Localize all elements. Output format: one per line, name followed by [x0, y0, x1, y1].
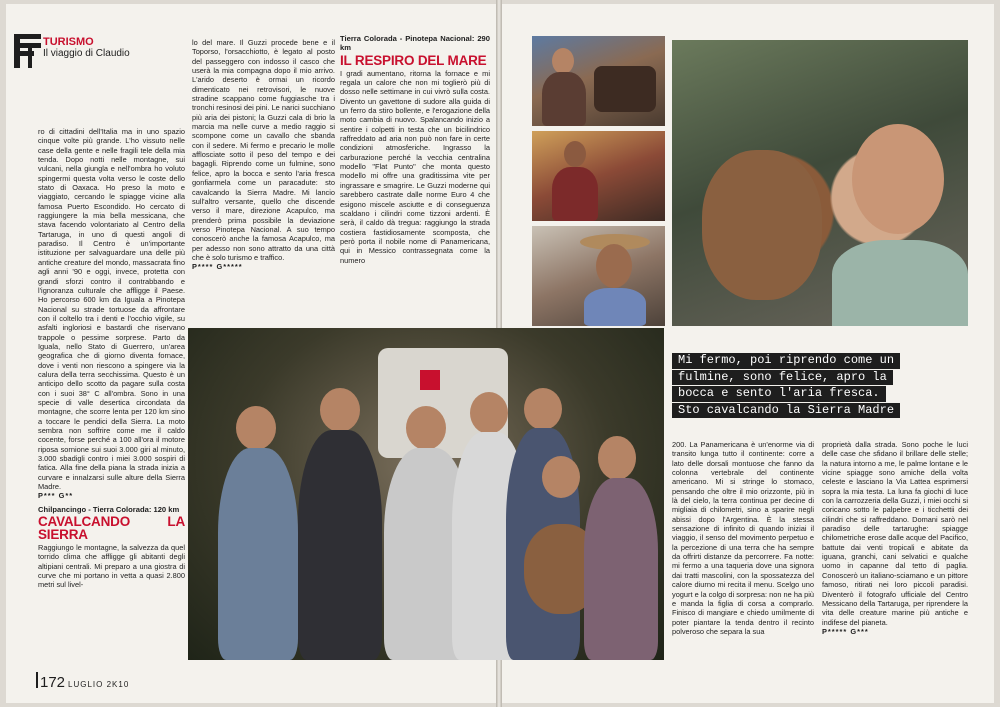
pull-quote-line: Sto cavalcando la Sierra Madre [672, 403, 900, 419]
route-label: Tierra Colorada - Pinotepa Nacional: 290 km [340, 34, 490, 53]
issue-date: LUGLIO 2K10 [68, 680, 130, 689]
author-signature: P**** G***** [192, 262, 243, 272]
article-text: proprietà dalla strada. Sono poche le luci delle case che sfidano il brillare delle stelle; la natura intorno a me, le palme lontane e le vicine spiagge sono amiche della volta celeste e lasciano la Via Lattea esprimersi sopra la mia testa. La luna fa giochi di luce con la carrozzeria della Guzzi, i miei occhi si coricano sotto le palpebre e i ticchettii dei cilindri che si raffreddano. Domani sarò nel paradiso delle tartarughe: spiagge chilometriche erose dalle acque del Pacifico, battute dai venti tropicali e abitate da iguana, granchi, cani selvatici e qualche uomo in capanne dal tetto di paglia. Conoscerò un italiano-sciamano e un pittore famoso, ritirati nei loro piccoli paradisi. Diventerò il fotografo ufficiale del Centro Messicano della Tartaruga, per riprendere la vita delle creature marine più antiche e indifese del pianeta. [822, 440, 968, 627]
magazine-logo [14, 34, 41, 68]
section-subtitle: Il viaggio di Claudio [43, 48, 130, 59]
page-number: 172 [40, 674, 66, 691]
pull-quote-line: fulmine, sono felice, apro la [672, 370, 893, 386]
article-text: Raggiungo le montagne, la salvezza da quel torrido clima che affligge gli abitanti degli altipiani centrali. Mi preparo a una giostra di curve che mi portano in vetta a quasi 2.800 metri sul livel- [38, 543, 185, 590]
article-column-2 [192, 38, 335, 328]
route-label: Chilpancingo - Tierra Colorada: 120 km [38, 504, 180, 514]
photo-woman-cooking [532, 36, 665, 126]
author-signature: P*** G** [38, 491, 74, 501]
section-headline: CAVALCANDO LA SIERRA [38, 514, 185, 543]
article-column-1 [38, 127, 185, 672]
folio-rule [36, 672, 38, 688]
article-column-4 [672, 440, 814, 700]
page-folio [40, 674, 129, 691]
article-column-5 [822, 440, 968, 700]
section-name: TURISMO [43, 36, 94, 48]
photo-red-cross-group [188, 328, 664, 660]
pull-quote-line: Mi fermo, poi riprendo come un [672, 353, 900, 369]
section-headline: IL RESPIRO DEL MARE [340, 52, 487, 68]
author-signature: P***** G*** [822, 626, 869, 636]
pull-quote [672, 353, 968, 419]
pull-quote-line: bocca e sento l'aria fresca. [672, 386, 886, 402]
article-text: lo del mare. Il Guzzi procede bene e il Toporso, l'orsacchiotto, è legato al posto del passeggero con indosso il casco che userà la mia compagna dopo il mio arrivo. L'arido deserto è ormai un ricordo dimenticato nei retrovisori, le nuove stradine scappano come fuggiasche tra i tronchi resinosi dei pini. Le narici succhiano più aria dei pistoni; la Guzzi cala di brio la marcia ma nelle curve a medio raggio si scompone come un cavallo che sbanda con il sedere. Mi fermo e precario le molle afflosciate sotto il peso del tempo e dei bagagli. Riprendo come un fulmine, sono felice, apro la bocca e sento l'aria fresca gonfiarmela come un paracadute: sto cavalcando la Sierra Madre. Mi lancio sull'altro versante, quello che discende verso il mare, direzione Acapulco, ma prenderò prima possibile la deviazione verso Pinotepa Nacional. A suo tempo conoscerò anche la famosa Acapulco, ma per adesso non sono attratto da una città che è solo turismo e traffico. [192, 38, 335, 262]
article-text: ro di cittadini dell'Italia ma in uno spazio cinque volte più grande. L'ho vissuto nelle case della gente e nelle fragili tele della mia tenda. Dopo notti nelle montagne, sui vulcani, nella giungla e nell'ombra ho voluto spingermi questa volta verso le coste dello stato di Oaxaca. Ho preso la moto e viaggiato, cercando le spiagge vicine alla famosa Puerto Escondido. Ho cercato di raggiungere la mia bella messicana, che stava facendo volontariato al Centro della Tartaruga, in uno di questi angoli di paradiso. Il Centro è un'importante istituzione per salvaguardare una delle più antiche creature del mondo, massacrata fino agli anni '90 e oggi, invece, protetta con grandi sforzi contro il contrabbando e l'ignoranza culturale che affligge il Paese. Ho percorso 600 km da Iguala a Pinotepa Nacional su strade tortuose da affrontare con il coltello tra i denti e l'occhio vigile, su asfalti ingloriosi e bastardi che riservano trappole o pessime sorprese. Parto da Iguala, nello Stato di Guerrero, un'area geografica che di giorno diventa fornace, dove i venti non riescono a spingere via la calura della terra secchissima. Questo è un anticipo dello scotto da pagare sulla costa con i suoi 38° C all'ombra. Sono in una specie di valle desertica circondata da montagne, che scorre lenta per 120 km sino a toccare le pendici della Sierra. La moto sembra non soffrire come me il caldo cocente, forse perché a 100 all'ora il motore riposa sornione sui suoi 3.000 giri al minuto, 3.000 sbadigli contro i miei 3.000 sospiri di fatica. Alla fine della piana la strada inizia a curvare e innalzarsi sulle alture della Sierra Madre. [38, 127, 185, 492]
article-text: 200. La Panamericana è un'enorme via di transito lunga tutto il continente: corre a lato delle dorsali montuose che fanno da colonna vertebrale del continente americano. Mi si stringe lo stomaco, pensando che oltre il mio orizzonte, più in là del cielo, la terra continua per decine di migliaia di chilometri, sino a sparire negli abissi dopo l'Argentina. È la stessa sensazione di infinito di quando iniziai il viaggio, il senso del movimento perpetuo e la percezione di una terra che ha sempre da offrirti distanze da percorrere. Fa notte: mi fermo a una taqueria dove una signora dai tratti mascolini, con la spossatezza del calore diurno mi recita il menu. Scelgo uno yogurt e la colgo di sorpresa: non ne ha più e manda la figlia di corsa a comprarlo. Finisco di mangiare e chiedo umilmente di poter piantare la tenda dentro il recinto polveroso che separa la sua [672, 440, 814, 636]
photo-girl-teddy-bear [672, 40, 968, 326]
article-text: I gradi aumentano, ritorna la fornace e mi regala un calore che non mi toglierò più di dosso nelle settimane in cui vivrò sulla costa. Divento un gavettone di sudore alla guida di un ferro da stiro bollente, e l'erogazione della moto cambia di nuovo. Spalancando inizio a sentire i colpetti in testa che un bicilindrico raffreddato ad aria non può non fare in certe condizioni atmosferiche. Ingrasso la carburazione perché la vecchia centralina modello "Flat Punto" che monta questo modello mi offre una graditissima vite per ingrassare e smagrire. Le Guzzi moderne qui sarebbero castrate dalle norme Euro 4 che esigono miscele asciutte e di conseguenza scaldano i cilindri come tizzoni ardenti. È serà, il caldo dà tregua: raggiungo la strada costiera fastidiosamente scomposta, che però porta il nobile nome di Panamericana, qui in Messico contrassegnata come la numero [340, 68, 490, 265]
article-column-3 [340, 34, 490, 328]
photo-man-sitting [532, 131, 665, 221]
photo-man-hat [532, 226, 665, 326]
